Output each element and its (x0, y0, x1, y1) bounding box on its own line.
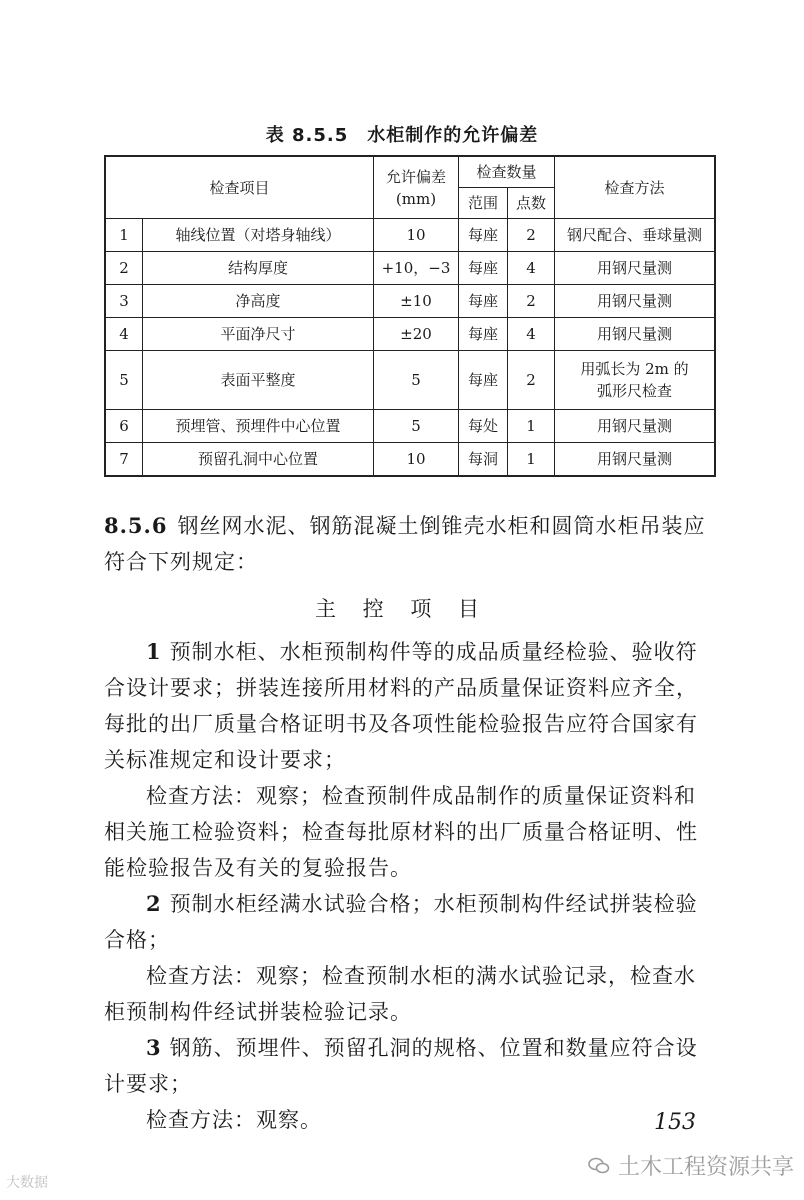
row-method: 用钢尺量测 (555, 410, 716, 443)
row-method: 用钢尺量测 (555, 285, 716, 318)
item-3-check: 检查方法：观察。 (146, 1108, 322, 1132)
item-number: 2 (146, 891, 162, 916)
row-range: 每处 (459, 410, 508, 443)
table-row (105, 252, 715, 285)
item-body: 预制水柜、水柜预制构件等的成品质量经检验、验收符合设计要求；拼装连接所用材料的产品质量保证资料应齐全，每批的出厂质量合格证明书及各项性能检验报告应符合国家有关标准规定和设计要求； (104, 640, 698, 772)
header-tolerance-line1: 允许偏差 (385, 167, 446, 186)
row-points: 2 (508, 351, 555, 410)
row-item: 预留孔洞中心位置 (143, 443, 374, 477)
row-method: 钢尺配合、垂球量测 (555, 219, 716, 252)
header-range: 范围 (459, 188, 508, 219)
row-method: 用钢尺量测 (555, 443, 716, 477)
table-header-row (105, 156, 715, 188)
row-item: 净高度 (143, 285, 374, 318)
item-number: 1 (146, 639, 162, 664)
clause-number: 8.5.6 (104, 513, 168, 538)
watermark-right (588, 1150, 794, 1181)
clause-text-line2: 符合下列规定： (104, 550, 258, 574)
row-points: 1 (508, 410, 555, 443)
item-body: 钢筋、预埋件、预留孔洞的规格、位置和数量应符合设计要求； (104, 1036, 698, 1096)
row-no: 6 (105, 410, 143, 443)
section-heading: 主 控 项 目 (314, 597, 490, 621)
item-1-check: 检查方法：观察；检查预制件成品制作的质量保证资料和相关施工检验资料；检查每批原材料的出厂质量合格证明、性能检验报告及有关的复验报告。 (104, 784, 698, 880)
row-item: 表面平整度 (143, 351, 374, 410)
row-points: 1 (508, 443, 555, 477)
clause-block (104, 508, 716, 580)
wechat-icon (588, 1157, 610, 1175)
row-range: 每座 (459, 318, 508, 351)
row-points: 4 (508, 252, 555, 285)
tolerance-table (104, 155, 716, 477)
row-points: 2 (508, 285, 555, 318)
header-points: 点数 (508, 188, 555, 219)
table-row (105, 318, 715, 351)
item-1-text (104, 634, 716, 778)
row-item: 平面净尺寸 (143, 318, 374, 351)
row-method: 用钢尺量测 (555, 318, 716, 351)
row-tolerance: 10 (374, 443, 459, 477)
row-no: 1 (105, 219, 143, 252)
row-item: 轴线位置（对塔身轴线） (143, 219, 374, 252)
row-no: 7 (105, 443, 143, 477)
table-row (105, 351, 715, 410)
row-range: 每座 (459, 219, 508, 252)
row-tolerance: +10，−3 (374, 252, 459, 285)
row-range: 每座 (459, 351, 508, 410)
row-tolerance: ±10 (374, 285, 459, 318)
items-block (104, 634, 716, 1138)
watermark-left: 大数据 (6, 1175, 48, 1191)
clause-text-line1: 钢丝网水泥、钢筋混凝土倒锥壳水柜和圆筒水柜吊装应 (177, 514, 706, 538)
header-tolerance-line2: (mm) (395, 189, 437, 208)
row-item: 预埋管、预埋件中心位置 (143, 410, 374, 443)
table-row (105, 443, 715, 477)
row-points: 4 (508, 318, 555, 351)
watermark-right-text: 土木工程资源共享 (617, 1155, 794, 1180)
row-range: 每座 (459, 252, 508, 285)
row-range: 每座 (459, 285, 508, 318)
table-title: 表 8.5.5 水柜制作的允许偏差 (265, 125, 539, 146)
row-item: 结构厚度 (143, 252, 374, 285)
row-method-line2: 弧形尺检查 (596, 382, 672, 400)
row-range: 每洞 (459, 443, 508, 477)
item-body: 预制水柜经满水试验合格；水柜预制构件经试拼装检验合格； (104, 892, 698, 952)
page-number: 153 (654, 1110, 696, 1135)
row-points: 2 (508, 219, 555, 252)
table-row (105, 410, 715, 443)
clause-line1 (104, 508, 716, 544)
item-2-text (104, 886, 716, 958)
row-tolerance: 5 (374, 351, 459, 410)
item-2-check: 检查方法：观察；检查预制水柜的满水试验记录，检查水柜预制构件经试拼装检验记录。 (104, 964, 696, 1024)
row-no: 2 (105, 252, 143, 285)
item-number: 3 (146, 1035, 162, 1060)
row-method: 用钢尺量测 (555, 252, 716, 285)
header-quantity: 检查数量 (459, 156, 555, 188)
header-item: 检查项目 (105, 156, 374, 219)
row-tolerance: 5 (374, 410, 459, 443)
row-tolerance: ±20 (374, 318, 459, 351)
table-row (105, 219, 715, 252)
header-tolerance (374, 156, 459, 219)
row-method (555, 351, 716, 410)
table-row (105, 285, 715, 318)
row-no: 5 (105, 351, 143, 410)
item-3-text (104, 1030, 716, 1102)
row-tolerance: 10 (374, 219, 459, 252)
row-method-line1: 用弧长为 2m 的 (580, 360, 689, 378)
row-no: 4 (105, 318, 143, 351)
header-method: 检查方法 (555, 156, 716, 219)
row-no: 3 (105, 285, 143, 318)
